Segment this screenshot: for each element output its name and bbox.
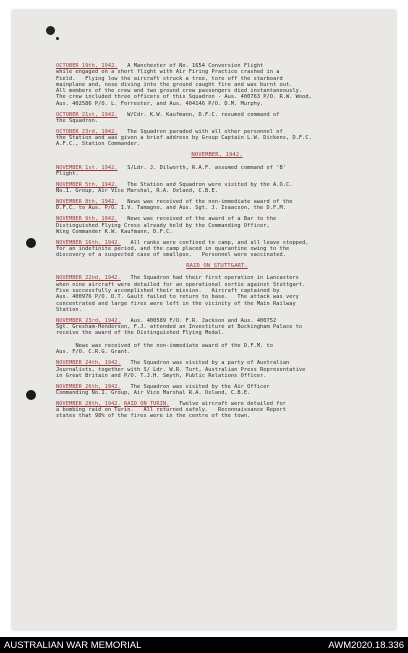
entry-date: NOVEMBER 1st. 1942.: [56, 164, 118, 171]
entry-oct-21: [56, 112, 378, 125]
entry-date: NOVEMBER 5th, 1942.: [56, 181, 118, 188]
entry-text: The Squadron was visited by a party of Australian Journalists, together with S/ Ldr. W.R. Turt, Australian Press Representative in Great Britain and P/O. T.J.H. Smyth, Public Relations Officer.: [56, 360, 306, 379]
entry-text: News was received of the non-immediate award of the D.F.C. to Aus. P/O. I.V. Tamagno, and Aus. Sgt. J. Isaacson, the D.F.M.: [56, 199, 293, 212]
entry-text: A Manchester of No. 1654 Conversion Flight while engaged on a short flight with Air Firing Practice crashed in a Field. Flying low the aircraft struck a tree, tore off the starboard mainplane and, nose diving into the ground caught fire and was burnt out. All members of the crew and two ground crew passengers died instantaneously. The crew included three officers of this Squadron - Aus. 400763 P/O. R.W. Wood, Aus. 402586 P/O. L. Forrester, and Aus. 404146 P/O. D.M. Murphy.: [56, 63, 312, 107]
entry-nov-28: [56, 401, 378, 420]
entry-date: OCTOBER 19th, 1942.: [56, 63, 118, 69]
section-heading-november: NOVEMBER, 1942.: [191, 152, 243, 159]
entry-oct-19: [56, 63, 378, 107]
entry-date: OCTOBER 21st, 1942.: [56, 111, 118, 118]
entry-date: NOVEMBER 22nd, 1942.: [56, 275, 121, 282]
punch-hole-top: [26, 238, 36, 248]
footer-bar: [0, 637, 408, 653]
punch-hole-bottom: [26, 390, 36, 400]
entry-subhead: RAID ON TURIN.: [124, 400, 170, 407]
entry-nov-23: [56, 318, 378, 356]
entry-text: News was received of the award of a Bar to the Distinguished Flying Cross already held by the Commanding Officer, Wing Commander K.W. Kaufmann, D.F.C.: [56, 216, 277, 235]
entry-nov-8: [56, 199, 378, 212]
entry-nov-16: [56, 240, 378, 259]
entry-text: Aus. 400589 F/O. F.R. Jackson and Aus. 400752 Sgt. Gresham-Henderson, F.J. attended an Investiture at Buckingham Palace to receive the award of the Distinguished Flying Medal. News was received of the non-immediate award of the D.F.M. to Aus. F/O. C.R.G. Grant.: [56, 317, 303, 356]
ink-blot-small: [56, 37, 59, 40]
entry-nov-26: [56, 384, 378, 397]
entry-text: The Squadron had their first operation in Lancasters when nine aircraft were detailed for an operational sortie against Stuttgart. Five successfully accomplished their mission. Aircraft captained by Aus. 400976 P/O. D.T. Gault failed to return to base. The attack was very concentrated and large fires were left in the vicinity of the Main Railway Station.: [56, 275, 306, 313]
entry-text: The Squadron was visited by the Air Officer Commanding No.1. Group, Air Vice Marshal R.A. Oxland, C.B.E.: [56, 383, 270, 396]
document-text: [56, 63, 378, 424]
ink-blot: [46, 26, 55, 35]
entry-oct-23: [56, 129, 378, 148]
entry-nov-22: [56, 275, 378, 313]
entry-text: Twelve aircraft were detailed for a bombing raid on Turin. All returned safely. Reconnaissance Report states that 98% of the fires were in the centre of the town.: [56, 400, 286, 420]
entry-nov-5: [56, 182, 378, 195]
entry-date: NOVEMBER 28th, 1942.: [56, 400, 121, 407]
entry-date: NOVEMBER 9th, 1942.: [56, 216, 118, 223]
entry-date: NOVEMBER 8th, 1942.: [56, 199, 118, 206]
entry-date: NOVEMBER 16th, 1942.: [56, 239, 121, 246]
entry-date: NOVEMBER 26th, 1942.: [56, 383, 121, 390]
entry-text: W/Cdr. K.W. Kaufmann, D.F.C. resumed command of the Squadron.: [56, 111, 280, 124]
footer-accession-number: AWM2020.18.336: [328, 639, 404, 651]
entry-date: NOVEMBER 24th, 1942.: [56, 360, 121, 367]
entry-nov-24: [56, 360, 378, 379]
entry-date: OCTOBER 23rd, 1942.: [56, 128, 118, 135]
footer-institution: AUSTRALIAN WAR MEMORIAL: [4, 639, 142, 651]
entry-text: The Station and Squadron were visited by the A.O.C. No.1. Group, Air Vice Marshal, R.A. Oxland, C.B.E.: [56, 181, 293, 195]
entry-date: NOVEMBER 23rd, 1942.: [56, 317, 121, 324]
entry-text: The Squadron paraded with all other personnel of the Station and was given a brief address by Group Captain L.W. Dickens, D.F.C. A.F.C., Station Commander.: [56, 128, 312, 148]
entry-nov-1: [56, 165, 378, 178]
entry-text: S/Ldr. J. Dilworth, R.A.F. assumed command of 'B' Flight.: [56, 164, 286, 177]
entry-nov-9: [56, 216, 378, 235]
section-heading-raid-stuttgart: RAID ON STUTTGART.: [186, 263, 248, 270]
entry-text: All ranks were confined to camp, and all leave stopped, for an indefinite period, and the camp placed in quarantine owing to the discovery of a suspected case of smallpox. Personnel were vaccinated.: [56, 239, 309, 259]
